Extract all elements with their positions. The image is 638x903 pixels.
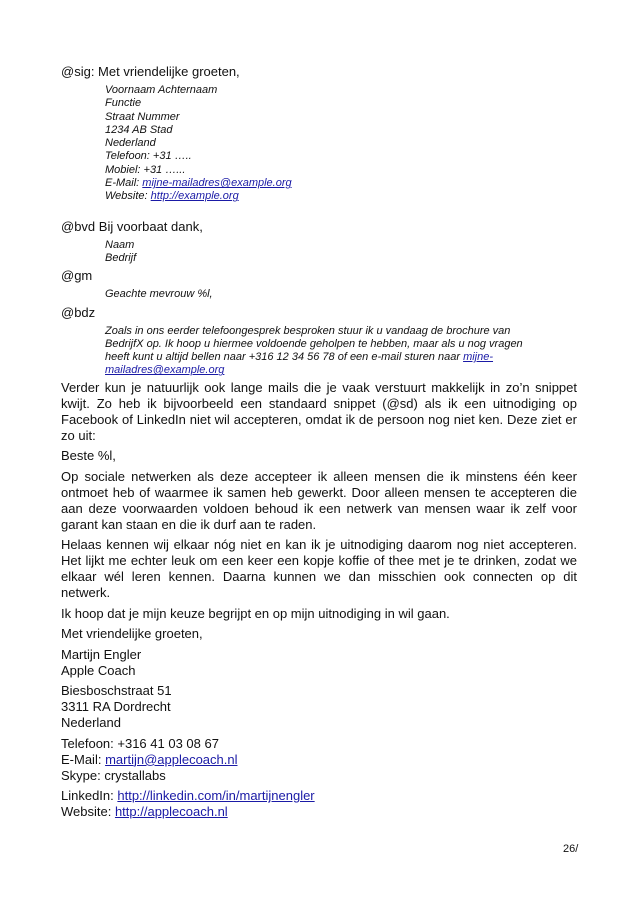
bdz-line bbox=[105, 364, 577, 377]
sig-line: Telefoon: +31 ….. bbox=[105, 150, 192, 163]
closing: Met vriendelijke groeten, bbox=[61, 626, 203, 642]
body-text bbox=[61, 380, 577, 821]
bvd-line: Naam bbox=[105, 238, 135, 251]
sig-line: 1234 AB Stad bbox=[105, 123, 173, 136]
paragraph-1: Op sociale netwerken als deze accepteer ik alleen mensen die ik minstens één keer ontmoet heb of waarmee ik samen heb gewerkt. Door alleen mensen te accepteren die aan deze voorwaarden voldoen behoud ik een netwerk van mensen waar ik zelf voor garant kan staan en die ik durf aan te raden. bbox=[61, 468, 577, 532]
main-content bbox=[61, 64, 577, 825]
address-city: 3311 RA Dordrecht bbox=[61, 699, 171, 715]
bdz-line bbox=[105, 351, 577, 364]
bdz-snippet-body bbox=[105, 325, 577, 378]
signature-name-block bbox=[61, 647, 577, 679]
linkedin-link[interactable]: http://linkedin.com/in/martijnengler bbox=[117, 788, 315, 804]
sig-website-prefix: Website: bbox=[105, 190, 151, 203]
signature-links-block bbox=[61, 788, 577, 820]
greeting: Beste %l, bbox=[61, 448, 116, 464]
sig-line: Voornaam Achternaam bbox=[105, 84, 218, 96]
sig-line: Functie bbox=[105, 97, 142, 110]
sig-email-link[interactable]: mijne-mailadres@example.org bbox=[142, 177, 292, 190]
sig-email-line bbox=[105, 177, 577, 190]
gm-snippet-label: @gm bbox=[61, 268, 93, 284]
bvd-snippet-body bbox=[105, 239, 577, 266]
website-line bbox=[61, 804, 577, 820]
sig-snippet-body bbox=[105, 84, 577, 204]
sig-website-line bbox=[105, 190, 577, 203]
paragraph-3: Ik hoop dat je mijn keuze begrijpt en op mijn uitnodiging in wil gaan. bbox=[61, 605, 450, 621]
bdz-line: BedrijfX op. Ik hoop u hiermee voldoende geholpen te hebben, maar als u nog vragen bbox=[105, 337, 523, 350]
bdz-email-link-part1[interactable]: mijne- bbox=[463, 351, 494, 364]
paragraph-2: Helaas kennen wij elkaar nóg niet en kan ik je uitnodiging daarom nog niet accepteren. Het lijkt me echter leuk om een keer een kopje koffie of thee met je te drinken, zodat we elkaar wél leren kennen. Daarna kunnen we dan misschien ook connecten op dit netwerk. bbox=[61, 537, 577, 601]
bvd-line: Bedrijf bbox=[105, 251, 137, 264]
address-country: Nederland bbox=[61, 715, 121, 731]
sig-line: Nederland bbox=[105, 137, 156, 150]
sig-line: Straat Nummer bbox=[105, 110, 180, 123]
address-street: Biesboschstraat 51 bbox=[61, 683, 172, 699]
signature-name: Martijn Engler bbox=[61, 646, 142, 662]
bvd-snippet-label: @bvd Bij voorbaat dank, bbox=[61, 218, 203, 234]
bdz-line3-text: heeft kunt u altijd bellen naar +316 12 34 56 78 of een e-mail sturen naar bbox=[105, 351, 464, 364]
sig-line: Mobiel: +31 …... bbox=[105, 163, 186, 176]
signature-title: Apple Coach bbox=[61, 662, 136, 678]
contact-email-link[interactable]: martijn@applecoach.nl bbox=[105, 751, 238, 767]
bdz-snippet-label: @bdz bbox=[61, 304, 96, 320]
contact-phone: Telefoon: +316 41 03 08 67 bbox=[61, 735, 219, 751]
signature-contact-block bbox=[61, 736, 577, 784]
bdz-line: Zoals in ons eerder telefoongesprek besproken stuur ik u vandaag de brochure van bbox=[105, 324, 511, 337]
sig-snippet-label: @sig: Met vriendelijke groeten, bbox=[61, 64, 240, 79]
contact-email-line bbox=[61, 752, 577, 768]
linkedin-prefix: LinkedIn: bbox=[61, 788, 118, 804]
sig-email-prefix: E-Mail: bbox=[105, 177, 143, 190]
contact-email-prefix: E-Mail: bbox=[61, 751, 106, 767]
contact-skype: Skype: crystallabs bbox=[61, 767, 166, 783]
website-prefix: Website: bbox=[61, 804, 115, 820]
gm-snippet-body bbox=[105, 288, 577, 301]
website-link[interactable]: http://applecoach.nl bbox=[114, 804, 228, 820]
page-number: 26/ bbox=[563, 843, 579, 855]
linkedin-line bbox=[61, 788, 577, 804]
bdz-email-link-part2[interactable]: mailadres@example.org bbox=[105, 364, 225, 377]
signature-address-block bbox=[61, 683, 577, 731]
intro-paragraph: Verder kun je natuurlijk ook lange mails die je vaak verstuurt makkelijk in zo’n snippet kwijt. Zo heb ik bijvoorbeeld een standaard snippet (@sd) als ik een uitnodiging op Facebook of LinkedIn niet wil accepteren, omdat ik de persoon nog niet ken. Deze ziet er zo uit: bbox=[61, 379, 577, 443]
sig-website-link[interactable]: http://example.org bbox=[150, 190, 239, 203]
gm-line: Geachte mevrouw %l, bbox=[105, 288, 213, 301]
